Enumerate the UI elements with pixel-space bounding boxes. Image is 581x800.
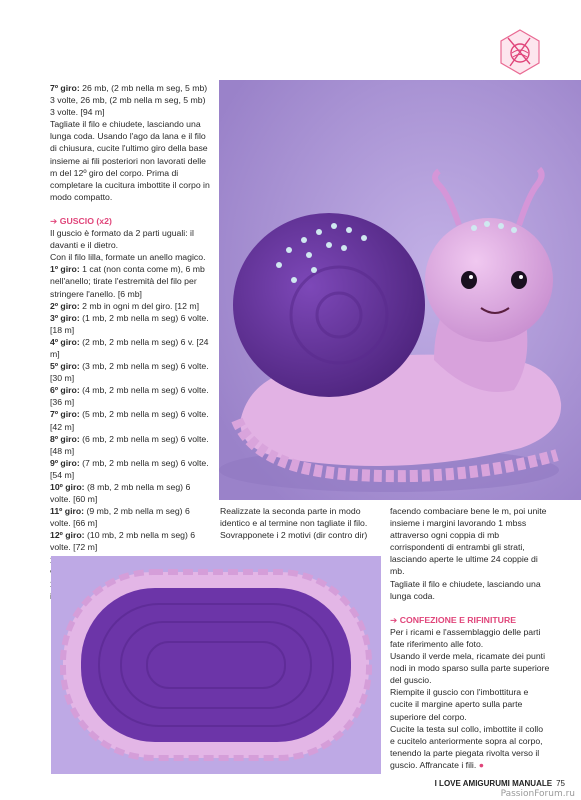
round-text: (5 mb, 2 mb nella m seg) 6 volte. [42 m] bbox=[50, 409, 209, 432]
round-label: 9º giro: bbox=[50, 457, 80, 468]
section-heading-shell bbox=[50, 215, 210, 227]
body-paragraph: Realizzate la seconda parte in modo identico e al termine non tagliate il filo. Sovrapponete i 2 motivi (dir contro dir) bbox=[220, 506, 368, 541]
arrow-icon: ➔ bbox=[390, 614, 398, 625]
round-item bbox=[50, 336, 210, 360]
round-label: 7º giro: bbox=[50, 409, 80, 420]
section-heading-finishing bbox=[390, 614, 550, 626]
round-label: 4º giro: bbox=[50, 336, 80, 347]
body-paragraph: Tagliate il filo e chiudete, lasciando una lunga coda. bbox=[390, 578, 541, 601]
round-text: 2 mb in ogni m del giro. [12 m] bbox=[79, 300, 200, 311]
oval-base-photo bbox=[51, 556, 381, 774]
intro-paragraph: Con il filo lilla, formate un anello magico. bbox=[50, 252, 206, 263]
round-item bbox=[50, 408, 210, 432]
round-text: (10 mb, 2 mb nella m seg) 6 volte. [72 m] bbox=[50, 530, 196, 553]
round-text: (9 mb, 2 mb nella m seg) 6 volte. [66 m] bbox=[50, 506, 190, 529]
round-label: 8º giro: bbox=[50, 433, 80, 444]
round-text: (2 mb, 2 mb nella m seg) 6 v. [24 m] bbox=[50, 336, 209, 359]
instructions-column-3 bbox=[390, 505, 550, 771]
round-item bbox=[50, 384, 210, 408]
page-footer bbox=[435, 779, 565, 788]
body-paragraph: Tagliate il filo e chiudete, lasciando una lunga coda. Usando l'ago da lana e il filo di chiusura, cucite l'ultimo giro della base insieme ai fili posteriori non lavorati delle m del 12º giro del corpo. Prima di completare la cucitura imbottite il corpo in modo compatto. bbox=[50, 119, 210, 202]
round-label: 1º giro: bbox=[50, 264, 80, 275]
round-item bbox=[50, 300, 210, 312]
round-label: 6º giro: bbox=[50, 385, 80, 396]
watermark: PassionForum.ru bbox=[500, 789, 575, 799]
round-text: (6 mb, 2 mb nella m seg) 6 volte. [48 m] bbox=[50, 433, 209, 456]
snail-amigurumi-photo bbox=[219, 80, 581, 500]
round-label: 5º giro: bbox=[50, 361, 80, 372]
magazine-title: I LOVE AMIGURUMI MANUALE bbox=[434, 779, 553, 788]
round-label: 11º giro: bbox=[50, 506, 85, 517]
round-item bbox=[50, 312, 210, 336]
intro-paragraph: Il guscio è formato da 2 parti uguali: il davanti e il dietro. bbox=[50, 228, 194, 251]
round-item bbox=[50, 360, 210, 384]
round-text: (8 mb, 2 mb nella m seg) 6 volte. [60 m] bbox=[50, 482, 191, 505]
arrow-icon: ➔ bbox=[50, 215, 58, 226]
round-7-text: 26 mb, (2 mb nella m seg, 5 mb) 3 volte, 26 mb, (2 mb nella m seg, 5 mb) 3 volte. [94 m] bbox=[50, 83, 208, 118]
body-paragraph: Per i ricami e l'assemblaggio delle parti fate riferimento alle foto. bbox=[390, 626, 541, 649]
round-7-paragraph bbox=[50, 82, 210, 118]
round-item bbox=[50, 263, 210, 299]
round-item bbox=[50, 433, 210, 457]
final-text: Cucite la testa sul collo, imbottite il collo e cucitelo anteriormente sopra al corpo, tenendo la parte piegata rivolta verso il guscio. Affrancate i fili. bbox=[390, 723, 544, 770]
body-paragraph bbox=[390, 723, 550, 771]
round-text: (1 mb, 2 mb nella m seg) 6 volte. [18 m] bbox=[50, 312, 209, 335]
round-text: 1 cat (non conta come m), 6 mb nell'anello; tirate l'estremità del filo per stringere l'anello. [6 mb] bbox=[50, 264, 205, 299]
section-title: CONFEZIONE E RIFINITURE bbox=[399, 614, 517, 625]
round-text: (3 mb, 2 mb nella m seg) 6 volte. [30 m] bbox=[50, 361, 209, 384]
round-label: 3º giro: bbox=[50, 312, 80, 323]
instructions-column-2 bbox=[220, 505, 380, 541]
round-item bbox=[50, 529, 210, 553]
round-text: (4 mb, 2 mb nella m seg) 6 volte. [36 m] bbox=[50, 385, 209, 408]
rounds-list bbox=[50, 263, 210, 602]
yarn-hook-logo-icon bbox=[496, 28, 544, 76]
round-label: 12º giro: bbox=[50, 530, 85, 541]
body-paragraph: facendo combaciare bene le m, poi unite insieme i margini lavorando 1 mbss attraverso ogni coppia di mb corrispondenti di entrambi gli strati, lasciando aperte le ultime 24 coppie di mb. bbox=[390, 506, 547, 577]
body-paragraph: Riempite il guscio con l'imbottitura e cucite il margine aperto sulla parte superiore del corpo. bbox=[390, 687, 529, 722]
end-mark-icon: ● bbox=[478, 759, 484, 770]
round-text: (7 mb, 2 mb nella m seg) 6 volte. [54 m] bbox=[50, 457, 209, 480]
body-paragraph: Usando il verde mela, ricamate dei punti nodi in modo sparso sulla parte superiore del guscio. bbox=[390, 651, 550, 686]
round-item bbox=[50, 481, 210, 505]
instructions-column-1 bbox=[50, 82, 210, 602]
round-item bbox=[50, 505, 210, 529]
page-number: 75 bbox=[556, 779, 565, 788]
section-title: GUSCIO (x2) bbox=[59, 215, 112, 226]
round-item bbox=[50, 457, 210, 481]
round-label: 10º giro: bbox=[50, 482, 85, 492]
round-7-label: 7º giro: bbox=[50, 83, 80, 93]
round-label: 2º giro: bbox=[50, 300, 80, 311]
